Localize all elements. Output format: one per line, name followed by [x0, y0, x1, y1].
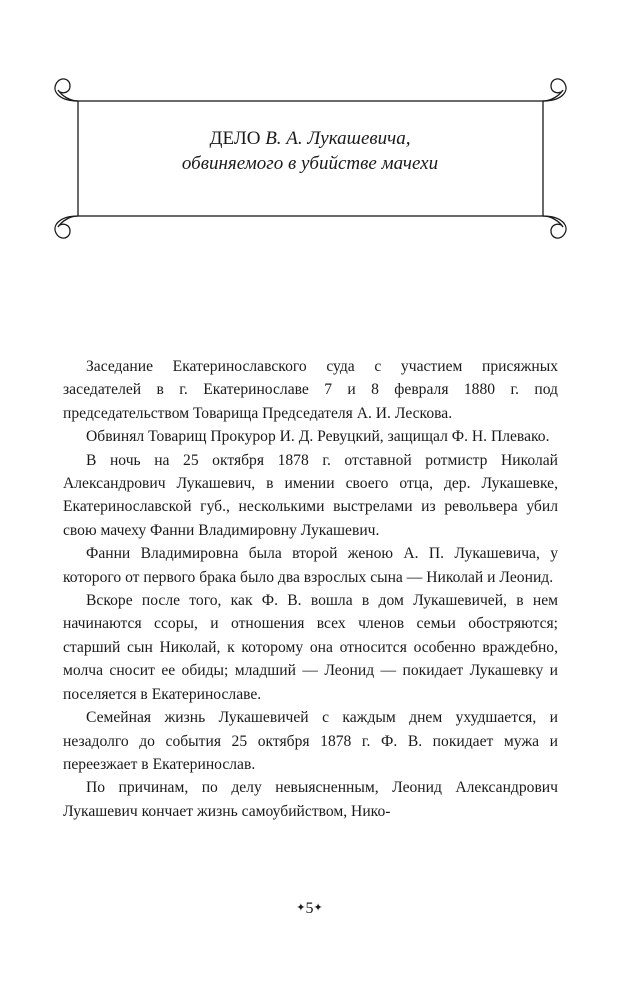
paragraph: Фанни Владимировна была второй женою А. П. Лукашевича, у которого от первого брака было два взрослых сына — Николай и Леонид. [63, 545, 558, 586]
title-italic: В. А. Лукашевича, [265, 128, 411, 149]
ornament-right-icon: ✦ [313, 902, 323, 914]
paragraph: Заседание Екатеринославского суда с участием присяжных заседателей в г. Екатеринославе 7 и 8 февраля 1880 г. под председательством Товарища Председателя А. И. Лескова. [63, 358, 558, 422]
body-text [63, 355, 558, 823]
page-number [0, 900, 619, 918]
paragraph: Семейная жизнь Лукашевичей с каждым днем ухудшается, и незадолго до события 25 октября 1878 г. Ф. В. покидает мужа и переезжает в Екатеринослав. [63, 709, 558, 773]
page-number-value: 5 [305, 900, 314, 917]
paragraph: По причинам, по делу невыясненным, Леонид Александрович Лукашевич кончает жизнь самоубийством, Нико- [63, 779, 558, 820]
paragraph: Вскоре после того, как Ф. В. вошла в дом Лукашевичей, в нем начинаются ссоры, и отношения всех членов семьи обостряются; старший сын Николай, к которому она относится особенно враждебно, молча сносит ее обиды; младший — Леонид — покидает Лукашевку и поселяется в Екатеринославе. [63, 592, 558, 703]
title-line-2: обвиняемого в убийстве мачехи [181, 153, 439, 174]
chapter-title [80, 126, 540, 176]
title-caps: ДЕЛО [209, 128, 261, 149]
paragraph: Обвинял Товарищ Прокурор И. Д. Ревуцкий, защищал Ф. Н. Плевако. [86, 428, 550, 446]
paragraph: В ночь на 25 октября 1878 г. отставной ротмистр Николай Александрович Лукашевич, в имении своего отца, дер. Лукашевке, Екатеринославской губ., несколькими выстрелами из револьвера убил свою мачеху Фанни Владимировну Лукашевич. [63, 451, 558, 539]
ornament-left-icon: ✦ [296, 902, 306, 914]
title-line-1 [80, 126, 540, 151]
